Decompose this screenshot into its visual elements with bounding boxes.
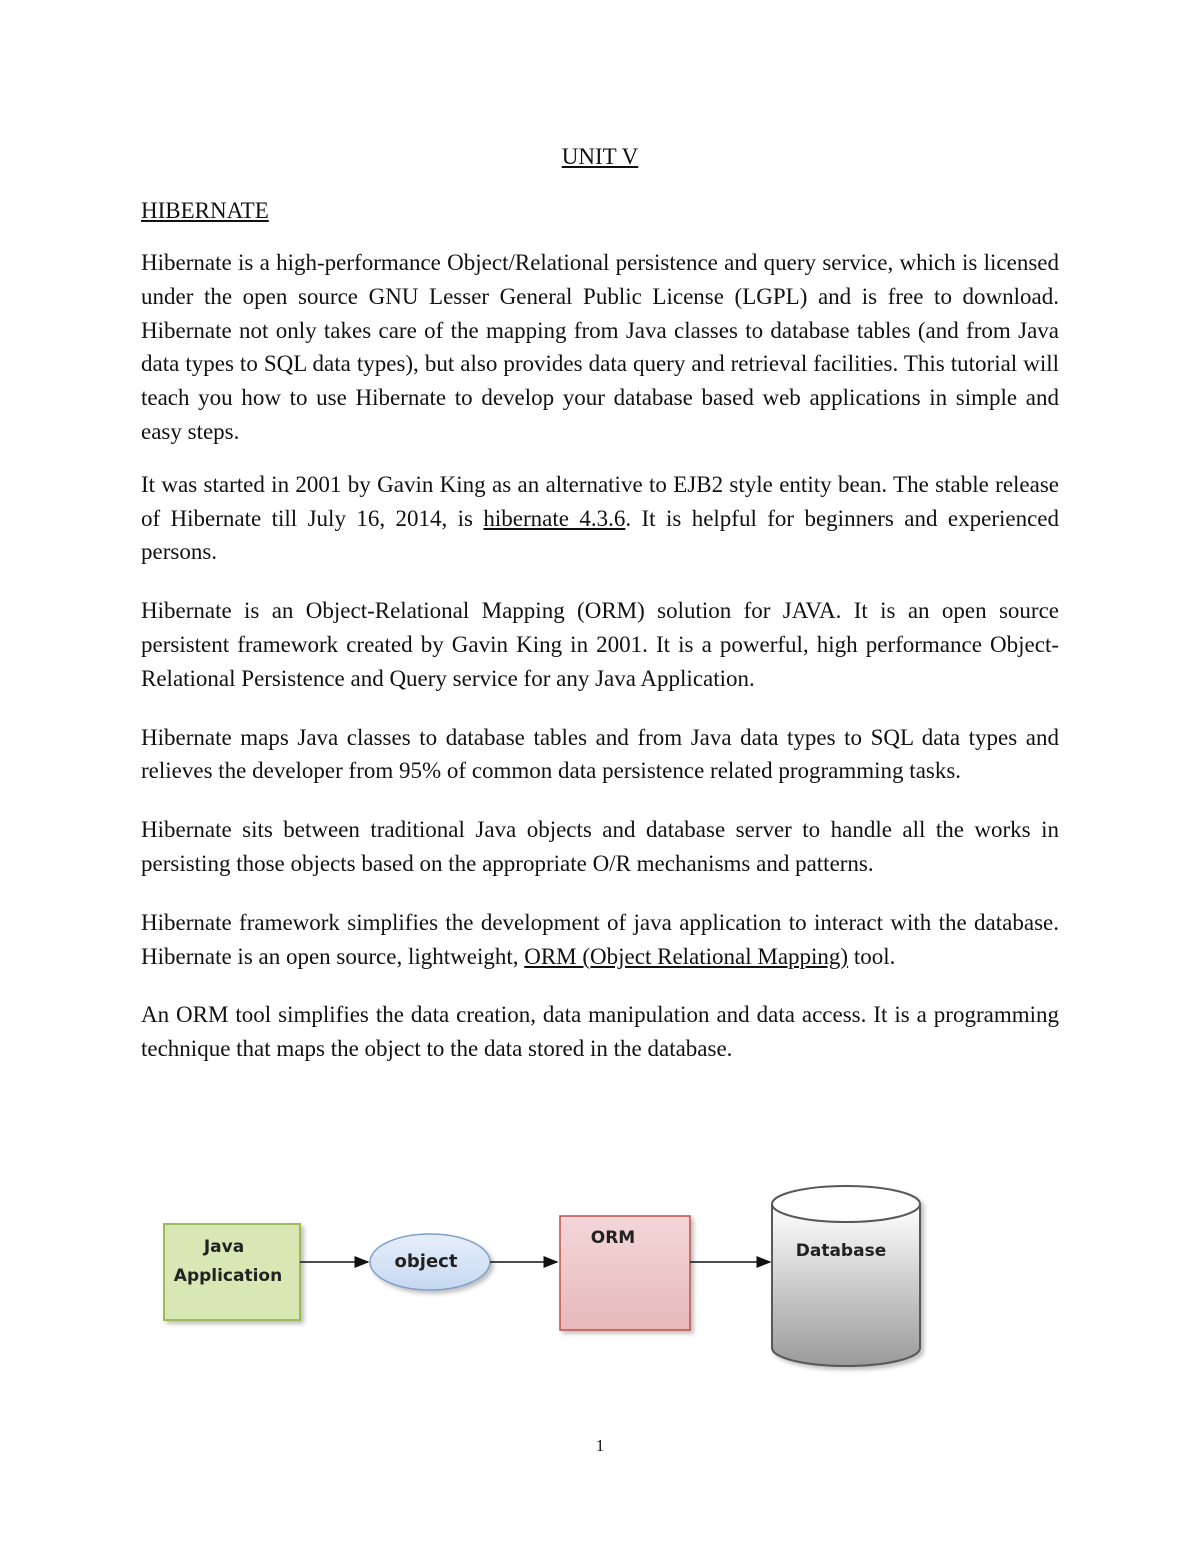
database-label: Database	[795, 1241, 887, 1261]
paragraph-framework-text-1: Hibernate framework simplifies the development of java application to interact with the database. Hibernate is an open source, lightweight,	[141, 909, 1059, 969]
document-body	[141, 140, 1059, 1085]
java-application-label-line2: Application	[173, 1266, 283, 1286]
database-body	[772, 1204, 920, 1366]
diagram-svg	[150, 1180, 940, 1380]
orm-architecture-diagram	[150, 1180, 940, 1380]
paragraph-orm-tool: An ORM tool simplifies the data creation, data manipulation and data access. It is a programming technique that maps the object to the data stored in the database.	[141, 1002, 1059, 1062]
orm-label: ORM	[590, 1228, 636, 1248]
database-cylinder	[772, 1186, 920, 1366]
paragraph-history-text-2: . It is helpful for beginners and experienced persons.	[141, 505, 1059, 565]
java-application-label-line1: Java	[203, 1237, 245, 1257]
unit-title: UNIT V	[561, 144, 639, 169]
database-top	[772, 1186, 920, 1222]
orm-link[interactable]: ORM (Object Relational Mapping)	[524, 943, 849, 969]
page-number: 1	[595, 1436, 605, 1455]
paragraph-orm-solution: Hibernate is an Object-Relational Mapping (ORM) solution for JAVA. It is an open source persistent framework created by Gavin King in 2001. It is a powerful, high performance Object-Relational Persistence and Query service for any Java Application.	[141, 598, 1059, 691]
hibernate-version-link[interactable]: hibernate 4.3.6	[483, 505, 626, 531]
section-heading: HIBERNATE	[141, 198, 269, 223]
paragraph-mapping: Hibernate maps Java classes to database tables and from Java data types to SQL data types and relieves the developer from 95% of common data persistence related programming tasks.	[141, 724, 1059, 784]
paragraph-framework	[141, 906, 1059, 974]
object-label: object	[394, 1251, 458, 1272]
paragraph-intro: Hibernate is a high-performance Object/Relational persistence and query service, which is licensed under the open source GNU Lesser General Public License (LGPL) and is free to download. Hibernate not only takes care of the mapping from Java classes to database tables (and from Java data types to SQL data types), but also provides data query and retrieval facilities. This tutorial will teach you how to use Hibernate to develop your database based web applications in simple and easy steps.	[141, 250, 1059, 444]
paragraph-sits-between: Hibernate sits between traditional Java objects and database server to handle all the works in persisting those objects based on the appropriate O/R mechanisms and patterns.	[141, 817, 1059, 876]
paragraph-framework-text-2: tool.	[848, 943, 896, 969]
paragraph-history	[141, 468, 1059, 569]
paragraph-history-text-1: It was started in 2001 by Gavin King as an alternative to EJB2 style entity bean. The stable release of Hibernate till July 16, 2014, is	[141, 471, 1059, 531]
